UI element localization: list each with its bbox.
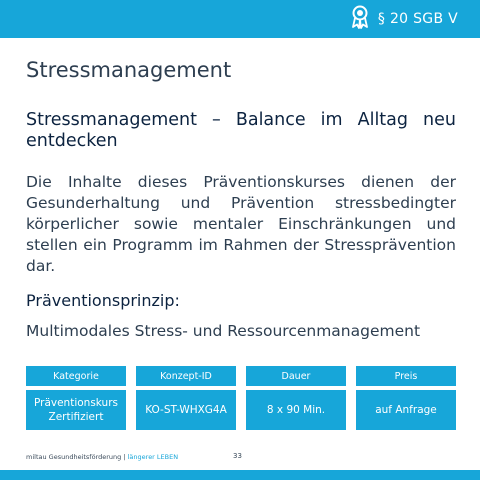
footer-company-name: miltau Gesundheitsförderung |: [26, 453, 128, 461]
info-column-preis: [356, 366, 456, 430]
footer-bar: [0, 470, 480, 480]
principle-heading: Präventionsprinzip:: [26, 291, 180, 310]
info-column-dauer: [246, 366, 346, 430]
info-value-konzept-id: KO-ST-WHXG4A: [136, 390, 236, 430]
page-number: 33: [233, 452, 242, 460]
header-bar: [0, 0, 480, 38]
course-description: Die Inhalte dieses Präventionskurses dienen der Gesunderhaltung und Prävention stressbedingter körperlicher sowie mentaler Einschränkungen und stellen ein Programm im Rahmen der Stressprävention dar.: [26, 173, 456, 275]
principle-text: Multimodales Stress- und Ressourcenmanagement: [26, 322, 421, 340]
info-value-preis: auf Anfrage: [356, 390, 456, 430]
footer-brand: längerer LEBEN: [127, 453, 179, 461]
page-title: Stressmanagement: [26, 58, 232, 82]
certification-badge: [350, 6, 458, 32]
info-header-preis: Preis: [356, 366, 456, 386]
info-column-kategorie: [26, 366, 126, 430]
course-subtitle: Stressmanagement – Balance im Alltag neu entdecken: [26, 110, 456, 151]
info-header-kategorie: Kategorie: [26, 366, 126, 386]
info-header-konzept-id: Konzept-ID: [136, 366, 236, 386]
info-table: [26, 366, 456, 430]
footer-company: [26, 453, 178, 461]
award-ribbon-icon: [350, 5, 370, 33]
info-value-kategorie: Präventionskurs Zertifiziert: [26, 390, 126, 430]
badge-label: § 20 SGB V: [377, 11, 458, 27]
info-header-dauer: Dauer: [246, 366, 346, 386]
info-value-dauer: 8 x 90 Min.: [246, 390, 346, 430]
info-column-konzept-id: [136, 366, 236, 430]
